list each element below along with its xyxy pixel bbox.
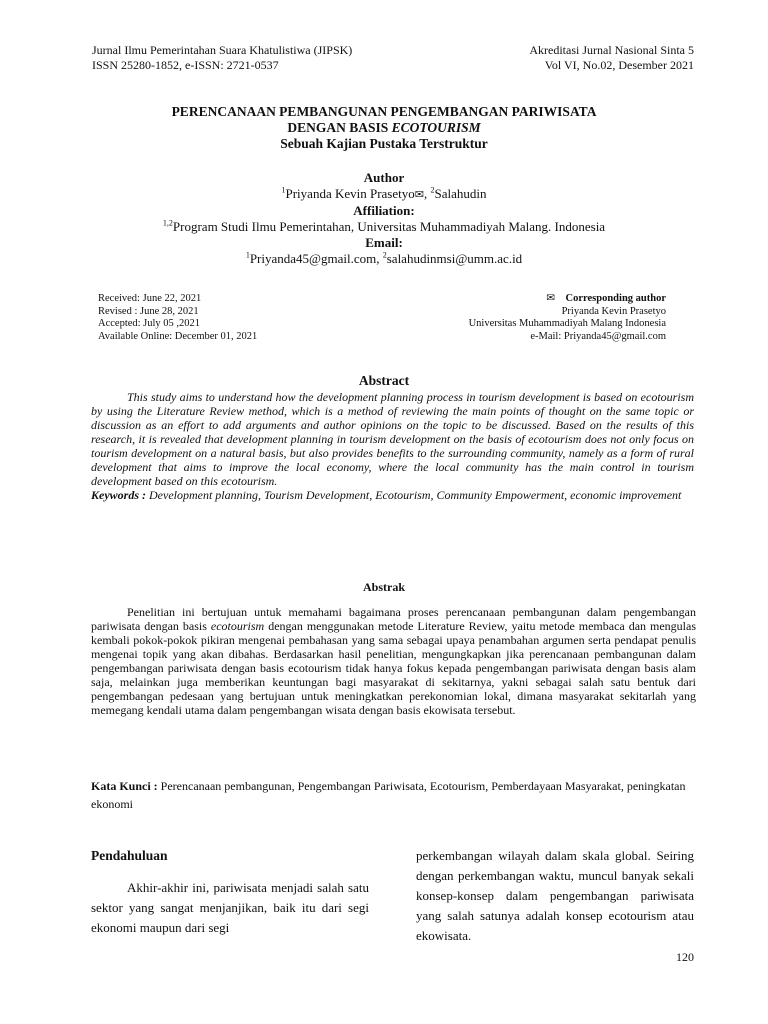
envelope-icon: ✉ bbox=[414, 189, 424, 201]
author-label: Author bbox=[363, 170, 405, 185]
abstrak-text-a: Penelitian ini bertujuan untuk memahami bagaimana proses perencanaan pembangunan dalam pengembangan pariwisata dengan basis bbox=[91, 605, 696, 633]
date-online: Available Online: December 01, 2021 bbox=[98, 330, 258, 342]
submission-dates bbox=[98, 293, 257, 343]
envelope-icon: ✉ bbox=[546, 293, 556, 304]
body-paragraph-left: Akhir-akhir ini, pariwisata menjadi salah satu sektor yang sangat menjanjikan, baik itu dari segi ekonomi maupun dari segi bbox=[91, 880, 369, 935]
author-separator: , bbox=[423, 186, 431, 201]
author-name-2: Salahudin bbox=[434, 186, 487, 201]
date-received: Received: June 22, 2021 bbox=[98, 293, 202, 304]
abstract-body bbox=[91, 390, 694, 502]
email-1: Priyanda45@gmail.com bbox=[249, 251, 377, 266]
keywords bbox=[91, 488, 694, 502]
journal-issn: ISSN 25280-1852, e-ISSN: 2721-0537 bbox=[92, 58, 279, 72]
corresponding-name: Priyanda Kevin Prasetyo bbox=[561, 305, 666, 317]
author-sup-2: 2 bbox=[430, 185, 435, 195]
corresponding-institution: Universitas Muhammadiyah Malang Indonesia bbox=[468, 318, 666, 329]
corresponding-author bbox=[469, 293, 666, 343]
date-accepted: Accepted: July 05 ,2021 bbox=[98, 318, 201, 329]
corresponding-label: Corresponding author bbox=[565, 293, 666, 304]
email-sup-2: 2 bbox=[382, 250, 387, 260]
author-block bbox=[0, 170, 768, 267]
email-label: Email: bbox=[365, 235, 403, 250]
journal-volume: Vol VI, No.02, Desember 2021 bbox=[544, 58, 694, 72]
affiliation bbox=[0, 219, 768, 235]
email-2: salahudinmsi@umm.ac.id bbox=[386, 251, 523, 266]
abstrak-text-italic: ecotourism bbox=[210, 619, 265, 633]
author-names bbox=[0, 186, 768, 203]
title-line-2-text: DENGAN BASIS bbox=[287, 120, 392, 135]
journal-name: Jurnal Ilmu Pemerintahan Suara Khatulistiwa (JIPSK) bbox=[92, 43, 353, 57]
email-sup-1: 1 bbox=[245, 250, 250, 260]
corresponding-email: e-Mail: Priyanda45@gmail.com bbox=[530, 330, 666, 342]
affiliation-label: Affiliation: bbox=[353, 203, 415, 218]
abstrak-body bbox=[91, 605, 696, 717]
page-number: 120 bbox=[676, 950, 694, 964]
affiliation-sup: 1,2 bbox=[162, 218, 173, 228]
title-line-2-italic: ECOTOURISM bbox=[391, 120, 481, 135]
title-line-2 bbox=[0, 120, 768, 136]
abstrak-text bbox=[91, 605, 696, 717]
email-separator: , bbox=[376, 251, 383, 266]
author-name-1: Priyanda Kevin Prasetyo bbox=[285, 186, 415, 201]
abstrak-heading: Abstrak bbox=[362, 580, 405, 594]
title-line-1: PERENCANAAN PEMBANGUNAN PENGEMBANGAN PARIWISATA bbox=[171, 104, 597, 119]
body-paragraph-right: perkembangan wilayah dalam skala global. Seiring dengan perkembangan waktu, muncul banyak sekali konsep-konsep dalam pengembangan pariwisata yang salah satunya adalah konsep ecotourism atau ekowisata. bbox=[416, 848, 694, 943]
emails bbox=[0, 251, 768, 267]
date-revised: Revised : June 28, 2021 bbox=[98, 305, 199, 317]
journal-accreditation: Akreditasi Jurnal Nasional Sinta 5 bbox=[529, 43, 694, 57]
running-header-left bbox=[92, 43, 352, 73]
abstrak-text-b: dengan menggunakan metode Literature Review, yaitu metode membaca dan mengulas kembali pokok-pokok pikiran mengenai pembahasan yang sama sebagai upaya penambahan argumen serta pendapat penulis mengenai topik yang akan dibahas. Berdasarkan hasil penelitian, mengungkapkan jika perencanaan pembangunan dalam pengembangan pariwisata dengan basis ecotourism tidak hanya fokus kepada pengembangan pariwisata dengan basis alam saja, melainkan juga memberikan keuntungan bagi masyarakat di sekitarnya, yakni sebagai salah satu bentuk dari pengembangan pedesaan yang bertujuan untuk meningkatkan perekonomian lokal, dimana masyarakat sekitarlah yang memegang kendali utama dalam pengembangan wisata dengan basis ekowisata tersebut. bbox=[91, 619, 696, 717]
paper-subtitle: Sebuah Kajian Pustaka Terstruktur bbox=[280, 136, 488, 151]
corresponding-label-row bbox=[469, 293, 666, 306]
kata-kunci-text: Perencanaan pembangunan, Pengembangan Pariwisata, Ecotourism, Pemberdayaan Masyarakat, peningkatan ekonomi bbox=[91, 779, 686, 811]
keywords-label: Keywords : bbox=[91, 488, 146, 502]
body-column-right bbox=[416, 846, 694, 946]
paper-title bbox=[0, 104, 768, 152]
section-heading: Pendahuluan bbox=[91, 848, 168, 863]
kata-kunci bbox=[91, 777, 696, 813]
kata-kunci-label: Kata Kunci : bbox=[91, 779, 158, 793]
affiliation-text: Program Studi Ilmu Pemerintahan, Universitas Muhammadiyah Malang. Indonesia bbox=[172, 219, 606, 234]
abstract-heading: Abstract bbox=[358, 373, 410, 388]
body-column-left bbox=[91, 846, 369, 938]
running-header-right bbox=[529, 43, 694, 73]
abstract-text: This study aims to understand how the development planning process in tourism development is based on ecotourism by using the Literature Review method, which is a method of reviewing the main points of thought on the same topic or discussion as an effort to add arguments and author opinions on the topic to be discussed. Based on the results of this research, it is revealed that development planning in tourism development on the basis of ecotourism does not only focus on tourism development on a natural basis, but also provides benefits to the surrounding community, namely as a form of rural development that aims to improve the local economy, where the local community has the main control in tourism development based on this ecotourism. bbox=[91, 390, 694, 488]
author-sup-1: 1 bbox=[281, 185, 286, 195]
keywords-text: Development planning, Tourism Development, Ecotourism, Community Empowerment, economic improvement bbox=[146, 488, 682, 502]
